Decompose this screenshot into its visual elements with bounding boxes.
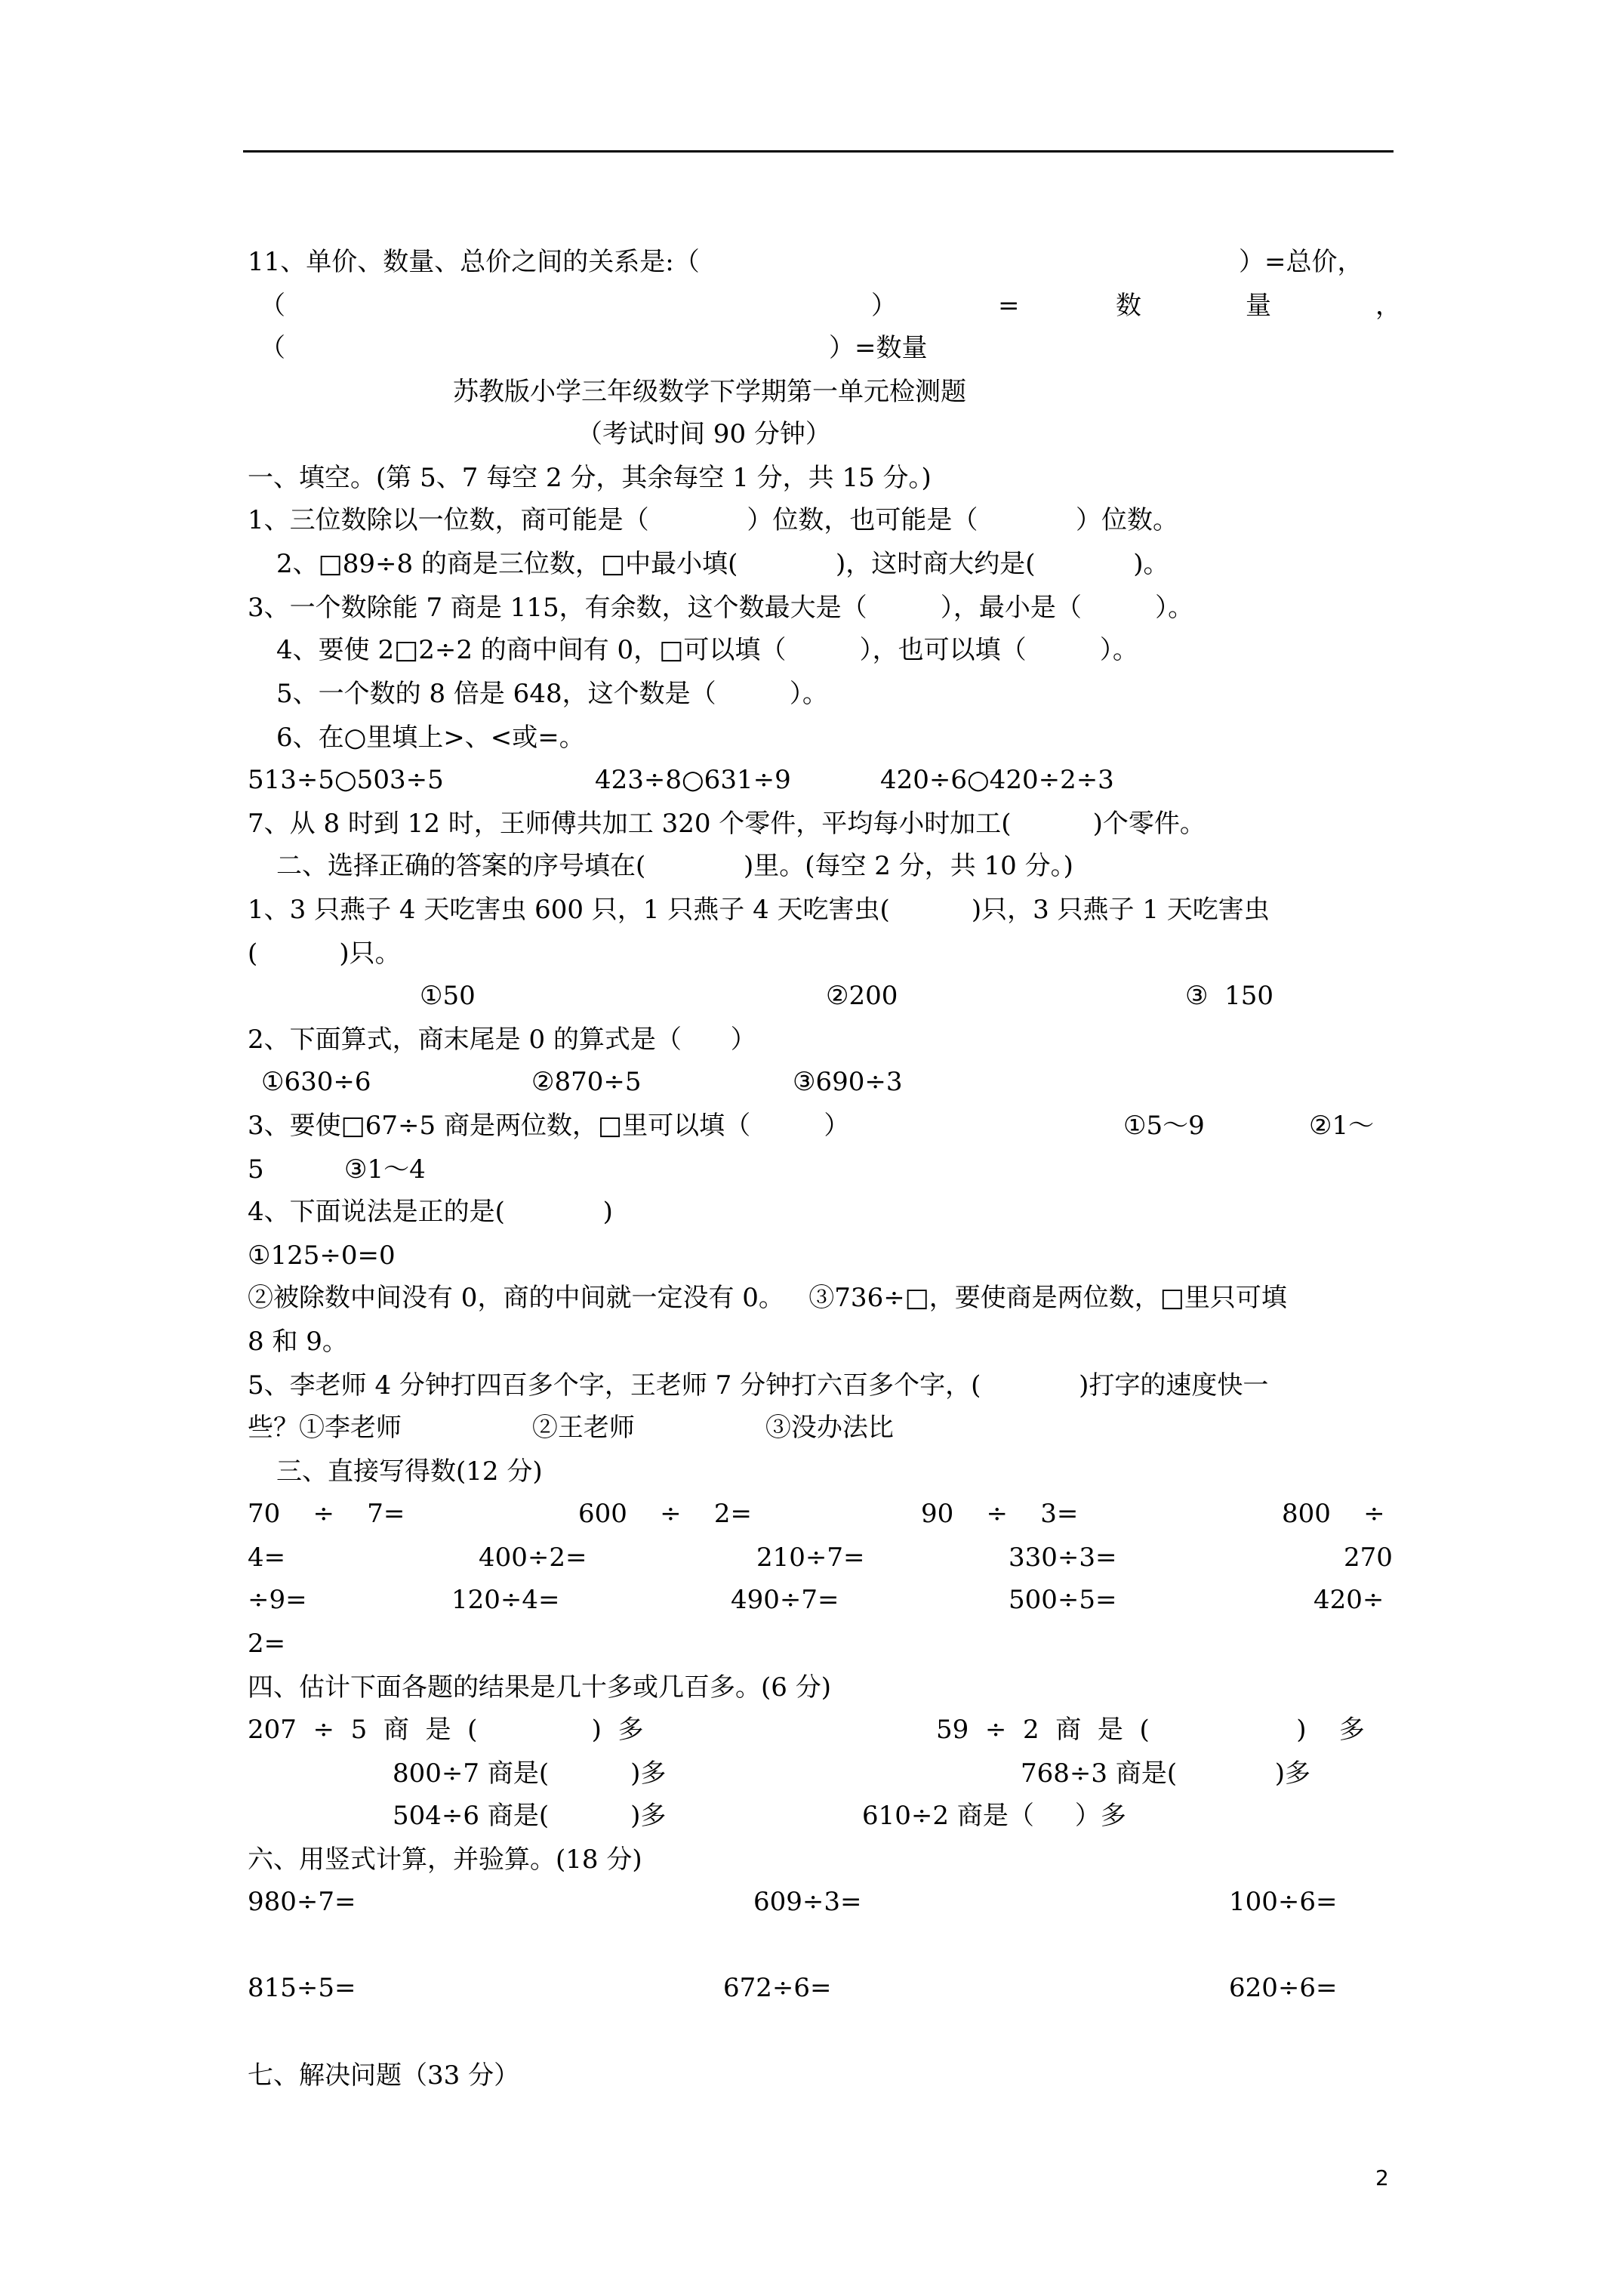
section2-q4-option: ②被除数中间没有 0，商的中间就一定没有 0。 ③736÷□，要使商是两位数，□里只可填 [248, 1283, 1287, 1313]
section3-item: 2= [248, 1629, 286, 1659]
section1-q5: 5、一个数的 8 倍是 648，这个数是（ ）。 [276, 679, 828, 709]
section2-q4: 4、下面说法是正的是( ) [248, 1197, 613, 1227]
page-title: 苏教版小学三年级数学下学期第一单元检测题 [453, 377, 966, 407]
section2-q3-option: ①5～9 [1123, 1111, 1205, 1141]
section3-item: 270 [1344, 1542, 1393, 1573]
section2-q3-line2: 5 [248, 1154, 264, 1185]
section4-heading: 四、估计下面各题的结果是几十多或几百多。(6 分) [248, 1672, 831, 1703]
section6-heading: 六、用竖式计算，并验算。(18 分) [248, 1845, 642, 1875]
section1-q7: 7、从 8 时到 12 时，王师傅共加工 320 个零件，平均每小时加工( )个零件。 [248, 809, 1206, 839]
section6-item: 980÷7= [248, 1887, 356, 1917]
section3-item: 800 ÷ [1282, 1499, 1385, 1529]
q11-line2-equals: = [998, 291, 1020, 321]
q11-line2-shu: 数 [1116, 291, 1141, 321]
section1-q6-item: 513÷5○503÷5 [248, 765, 444, 795]
section2-heading: 二、选择正确的答案的序号填在( )里。(每空 2 分，共 10 分。) [276, 851, 1073, 881]
section4-item: 610÷2 商是（ ）多 [862, 1801, 1126, 1831]
q11-line2-comma: ， [1375, 291, 1401, 321]
section1-q6: 6、在○里填上>、<或=。 [276, 723, 585, 753]
section2-q2: 2、下面算式，商末尾是 0 的算式是（ ） [248, 1025, 756, 1055]
section2-q5-line1: 5、李老师 4 分钟打四百多个字，王老师 7 分钟打六百多个字，( )打字的速度快一 [248, 1370, 1269, 1401]
section3-item: 420÷ [1313, 1585, 1384, 1615]
section2-q3-option: ②1～ [1309, 1111, 1375, 1141]
section3-item: 600 ÷ 2= [578, 1499, 752, 1529]
section2-q2-option: ②870÷5 [531, 1067, 642, 1097]
q11-line2-close: ） [871, 291, 897, 321]
section6-item: 609÷3= [753, 1887, 862, 1917]
section6-item: 815÷5= [248, 1973, 356, 2003]
section4-item: 768÷3 商是( )多 [1021, 1758, 1311, 1789]
section1-heading: 一、填空。(第 5、7 每空 2 分，其余每空 1 分，共 15 分。) [248, 463, 932, 493]
section2-q1-line1: 1、3 只燕子 4 天吃害虫 600 只，1 只燕子 4 天吃害虫( )只，3 只燕子 1 天吃害虫 [248, 895, 1270, 925]
q11-line2-liang: 量 [1246, 291, 1271, 321]
section2-q1-line2: ( )只。 [248, 938, 401, 969]
section4-item: 504÷6 商是( )多 [393, 1801, 667, 1831]
q11-line3-close: ）=数量 [829, 333, 928, 363]
q11-line3-open: （ [260, 333, 285, 363]
section2-q2-option: ①630÷6 [261, 1067, 371, 1097]
q11-line1-left: 11、单价、数量、总价之间的关系是:（ [248, 247, 700, 277]
section3-item: 400÷2= [479, 1542, 587, 1573]
section4-item: 59 ÷ 2 商 是 ( ) 多 [936, 1715, 1365, 1745]
section3-item: 70 ÷ 7= [248, 1499, 405, 1529]
section4-item: 207 ÷ 5 商 是 ( ) 多 [248, 1715, 644, 1745]
section1-q1: 1、三位数除以一位数，商可能是（ ）位数，也可能是（ ）位数。 [248, 505, 1179, 535]
section4-item: 800÷7 商是( )多 [393, 1758, 667, 1789]
page-number: 2 [1375, 2165, 1389, 2190]
section3-item: 90 ÷ 3= [921, 1499, 1079, 1529]
section6-item: 672÷6= [723, 1973, 832, 2003]
section2-q4-option: ①125÷0=0 [248, 1240, 396, 1271]
section1-q6-item: 423÷8○631÷9 [595, 765, 791, 795]
header-rule [243, 150, 1394, 153]
q11-line2-open: （ [260, 291, 285, 321]
section2-q1-option: ③ 150 [1185, 981, 1273, 1011]
section2-q5-line2: 些？①李老师 ②王老师 ③没办法比 [248, 1413, 894, 1443]
section2-q2-option: ③690÷3 [793, 1067, 903, 1097]
section3-item: 490÷7= [731, 1585, 839, 1615]
section3-item: 4= [248, 1542, 286, 1573]
page-subtitle: （考试时间 90 分钟） [577, 419, 831, 449]
section3-item: 120÷4= [451, 1585, 560, 1615]
section1-q2: 2、□89÷8 的商是三位数，□中最小填( )，这时商大约是( )。 [276, 549, 1169, 579]
section2-q3-line1: 3、要使□67÷5 商是两位数，□里可以填（ ） [248, 1111, 850, 1141]
section2-q1-option: ②200 [826, 981, 898, 1011]
section3-item: 500÷5= [1009, 1585, 1117, 1615]
section1-q3: 3、一个数除能 7 商是 115，有余数，这个数最大是（ ），最小是（ ）。 [248, 593, 1194, 623]
section3-heading: 三、直接写得数(12 分) [276, 1456, 543, 1487]
section6-item: 620÷6= [1229, 1973, 1338, 2003]
section2-q3-option: ③1～4 [344, 1154, 426, 1185]
section3-item: ÷9= [248, 1585, 307, 1615]
section7-heading: 七、解决问题（33 分） [248, 2060, 520, 2091]
section2-q1-option: ①50 [420, 981, 476, 1011]
section3-item: 210÷7= [756, 1542, 865, 1573]
section6-item: 100÷6= [1229, 1887, 1338, 1917]
section1-q6-item: 420÷6○420÷2÷3 [880, 765, 1114, 795]
section2-q4-option-cont: 8 和 9。 [248, 1327, 348, 1357]
section1-q4: 4、要使 2□2÷2 的商中间有 0，□可以填（ ），也可以填（ ）。 [276, 635, 1138, 665]
q11-line1-right: ）=总价， [1239, 247, 1363, 277]
section3-item: 330÷3= [1009, 1542, 1117, 1573]
